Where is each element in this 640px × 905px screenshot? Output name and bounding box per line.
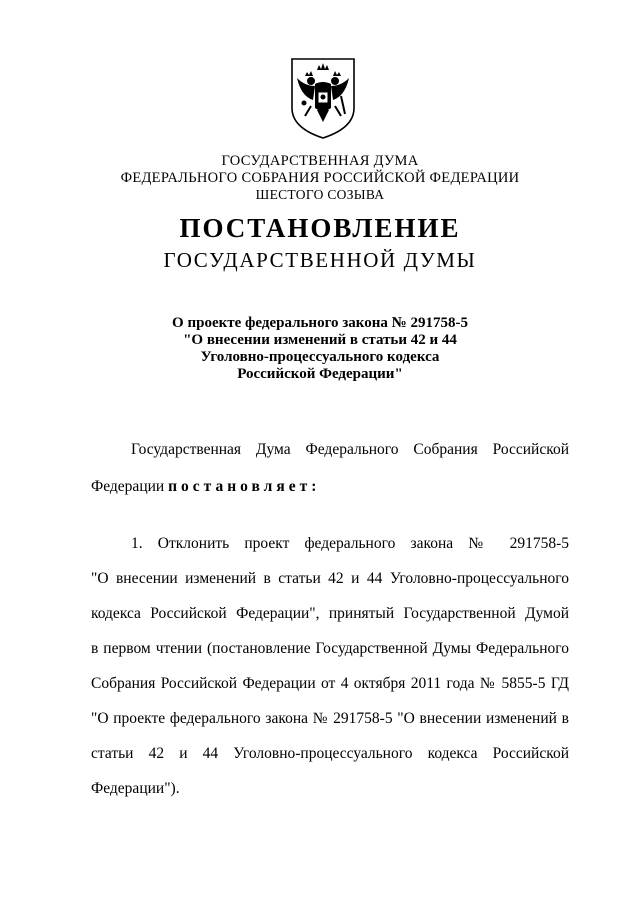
russian-coat-of-arms-icon [289, 56, 357, 140]
subject-line: О проекте федерального закона № 291758-5 [172, 315, 468, 331]
document-subtitle: ГОСУДАРСТВЕННОЙ ДУМЫ [163, 248, 477, 272]
subject-line: Российской Федерации" [237, 366, 403, 382]
resolves-word: постановляет: [168, 478, 321, 495]
item-line: Федерации"). [91, 780, 180, 797]
subject-line: Уголовно-процессуального кодекса [200, 349, 440, 365]
item-line: Собрания Российской Федерации от 4 октября 2011 года № 5855-5 ГД [91, 675, 569, 692]
preamble-start: Федерации [91, 478, 169, 495]
header-line-duma: ГОСУДАРСТВЕННАЯ ДУМА [221, 153, 419, 169]
item-line: кодекса Российской Федерации", принятый Государственной Думой [91, 605, 569, 622]
document-title: ПОСТАНОВЛЕНИЕ [179, 213, 461, 243]
item-line: "О проекте федерального закона № 291758-5 "О внесении изменений в [91, 710, 569, 727]
item-line: в первом чтении (постановление Государственной Думы Федерального [91, 640, 569, 657]
header-line-convocation: ШЕСТОГО СОЗЫВА [255, 187, 385, 202]
preamble-resolves-line [91, 478, 569, 496]
item-line: статьи 42 и 44 Уголовно-процессуального кодекса Российской [91, 745, 569, 762]
preamble-line: Государственная Дума Федерального Собрания Российской [131, 441, 569, 458]
item-line: "О внесении изменений в статьи 42 и 44 Уголовно-процессуального [91, 570, 569, 587]
subject-line: "О внесении изменений в статьи 42 и 44 [183, 332, 457, 348]
item-line: 1. Отклонить проект федерального закона № 291758-5 [131, 535, 569, 552]
header-line-federal-assembly: ФЕДЕРАЛЬНОГО СОБРАНИЯ РОССИЙСКОЙ ФЕДЕРАЦИИ [120, 170, 520, 186]
